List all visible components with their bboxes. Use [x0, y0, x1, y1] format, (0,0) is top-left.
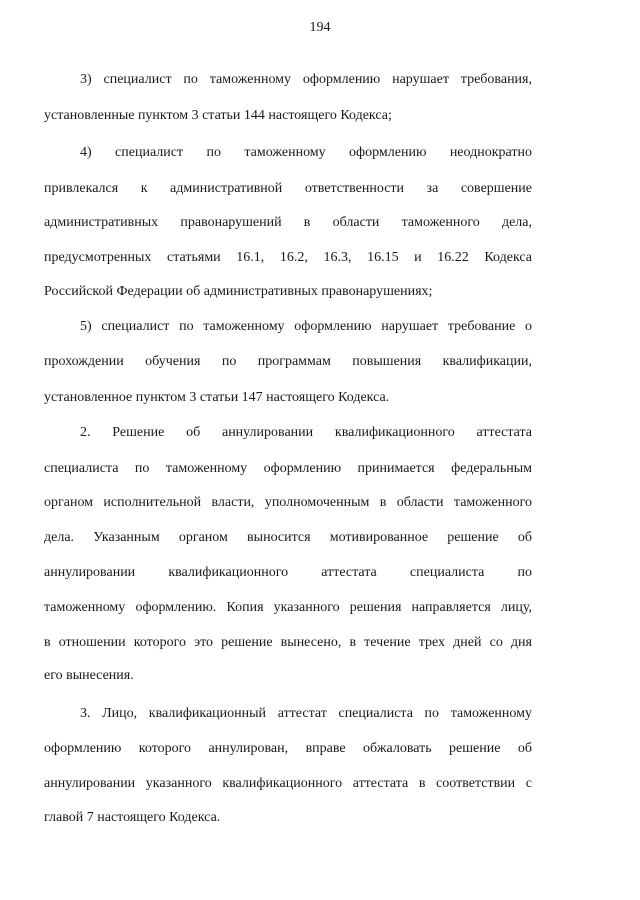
text-line: аннулировании указанного квалификационного аттестата в соответствии с: [44, 776, 532, 791]
text-line: главой 7 настоящего Кодекса.: [44, 810, 221, 825]
text-line: таможенному оформлению. Копия указанного решения направляется лицу,: [44, 600, 532, 615]
text-line: 4) специалист по таможенному оформлению неоднократно: [80, 145, 532, 160]
text-line: прохождении обучения по программам повышения квалификации,: [44, 354, 532, 369]
text-line: его вынесения.: [44, 668, 134, 683]
text-line: оформлению которого аннулирован, вправе обжаловать решение об: [44, 741, 532, 756]
text-line: аннулировании квалификационного аттестата специалиста по: [44, 565, 532, 580]
text-line: органом исполнительной власти, уполномоченным в области таможенного: [44, 495, 532, 510]
text-line: административных правонарушений в области таможенного дела,: [44, 215, 532, 230]
text-line: специалиста по таможенному оформлению принимается федеральным: [44, 461, 532, 476]
text-line: привлекался к административной ответственности за совершение: [44, 181, 532, 196]
text-line: 2. Решение об аннулировании квалификационного аттестата: [80, 425, 532, 440]
text-line: Российской Федерации об административных правонарушениях;: [44, 284, 433, 299]
page-number: 194: [309, 20, 331, 35]
text-line: установленное пунктом 3 статьи 147 настоящего Кодекса.: [44, 390, 390, 405]
text-line: дела. Указанным органом выносится мотивированное решение об: [44, 530, 532, 545]
text-line: 5) специалист по таможенному оформлению нарушает требование о: [80, 319, 532, 334]
text-line: в отношении которого это решение вынесено, в течение трех дней со дня: [44, 635, 532, 650]
text-line: 3) специалист по таможенному оформлению нарушает требования,: [80, 72, 532, 87]
text-line: предусмотренных статьями 16.1, 16.2, 16.3, 16.15 и 16.22 Кодекса: [44, 250, 532, 265]
text-line: 3. Лицо, квалификационный аттестат специалиста по таможенному: [80, 706, 532, 721]
text-line: установленные пунктом 3 статьи 144 настоящего Кодекса;: [44, 108, 392, 123]
